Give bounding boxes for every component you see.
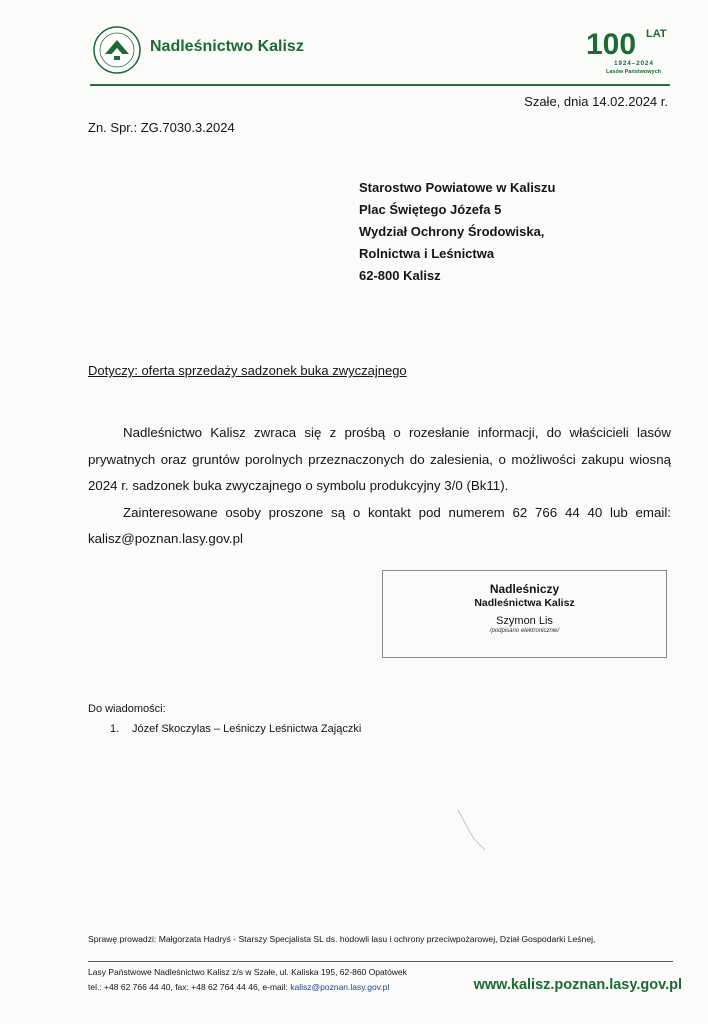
- footer-website-link[interactable]: www.kalisz.poznan.lasy.gov.pl: [473, 977, 682, 993]
- header-divider: [90, 84, 670, 86]
- body-paragraph: Zainteresowane osoby proszone są o kontakt pod numerem 62 766 44 40 lub email: kalisz@poznan.lasy.gov.pl: [88, 504, 671, 546]
- electronic-signature-note: /podpisano elektronicznie/: [489, 628, 560, 634]
- signature-box: [382, 570, 667, 658]
- subject-line: Dotyczy: oferta sprzedaży sadzonek buka zwyczajnego: [88, 363, 407, 378]
- footer-contact: [88, 982, 389, 992]
- cc-label: Do wiadomości:: [88, 703, 166, 715]
- anniversary-caption: Lasów Państwowych: [606, 69, 662, 75]
- letter-date: Szałe, dnia 14.02.2024 r.: [524, 94, 668, 109]
- footer-phone-fax: tel.: +48 62 766 44 40, fax: +48 62 764 44 46, e-mail:: [88, 982, 291, 992]
- cc-item-text: Józef Skoczylas – Leśniczy Leśnictwa Zajączki: [132, 723, 362, 735]
- case-reference: Zn. Spr.: ZG.7030.3.2024: [88, 120, 235, 135]
- signatory-organization: Nadleśnictwa Kalisz: [474, 597, 575, 609]
- anniversary-years: 1924–2024: [614, 60, 654, 67]
- addressee-line: Plac Świętego Józefa 5: [359, 202, 502, 217]
- footer-address: Lasy Państwowe Nadleśnictwo Kalisz z/s w Szałe, ul. Kaliska 195, 62-860 Opatówek: [88, 967, 407, 977]
- cc-item-number: 1.: [110, 723, 120, 735]
- letter-body: [88, 420, 671, 553]
- addressee-block: [359, 177, 555, 287]
- anniversary-number: 100: [586, 28, 637, 61]
- case-handler-line: Sprawę prowadzi: Małgorzata Hadryś - Starszy Specjalista SL ds. hodowli lasu i ochrony przeciwpożarowej, Dział Gospodarki Leśnej,: [88, 934, 596, 944]
- organization-name: Nadleśnictwo Kalisz: [150, 38, 304, 55]
- addressee-line: Starostwo Powiatowe w Kaliszu: [359, 180, 556, 195]
- cc-list-item: [110, 723, 361, 735]
- footer-email-link[interactable]: kalisz@poznan.lasy.gov.pl: [290, 982, 390, 992]
- addressee-line: Rolnictwa i Leśnictwa: [359, 246, 495, 261]
- lasy-panstwowe-logo: [93, 26, 141, 74]
- body-paragraph: Nadleśnictwo Kalisz zwraca się z prośbą o rozesłanie informacji, do właścicieli lasów prywatnych oraz gruntów porolnych przeznaczonych do zalesienia, o możliwości zakupu wiosną 2024 r. sadzonek buka zwyczajnego o symbolu produkcyjny 3/0 (Bk11).: [88, 425, 671, 493]
- footer-divider: [88, 961, 673, 962]
- signatory-title: Nadleśniczy: [489, 582, 560, 596]
- addressee-line: 62-800 Kalisz: [359, 268, 441, 283]
- signatory-name: Szymon Lis: [496, 615, 553, 627]
- scan-mark: [455, 808, 490, 853]
- anniversary-100-years-logo: [584, 24, 680, 76]
- anniversary-lat: LAT: [646, 28, 667, 40]
- addressee-line: Wydział Ochrony Środowiska,: [359, 224, 545, 239]
